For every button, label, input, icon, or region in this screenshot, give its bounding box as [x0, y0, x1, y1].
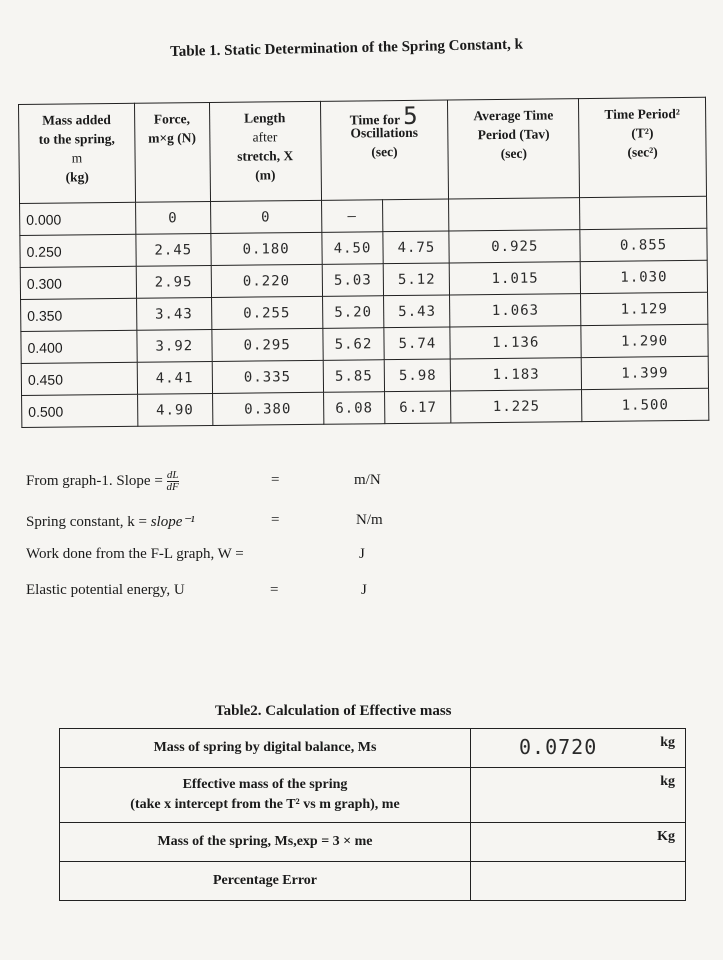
effective-mass-description: Mass of the spring, Ms,exp = 3 × me — [60, 823, 471, 862]
effective-mass-description: Mass of spring by digital balance, Ms — [60, 729, 471, 768]
force-cell: 4.41 — [137, 361, 212, 394]
mass-cell: 0.250 — [20, 234, 136, 267]
slope-fraction: $\frac{dL}{dF}$ — [166, 469, 179, 493]
work-unit: J — [359, 546, 365, 562]
period-squared-cell: 1.290 — [581, 324, 708, 357]
mass-cell: 0.500 — [22, 394, 138, 427]
average-time-cell: 1.225 — [451, 390, 582, 423]
time1-cell: 5.62 — [322, 328, 384, 361]
average-time-cell: 1.183 — [451, 358, 582, 391]
time1-cell: 6.08 — [323, 392, 385, 425]
mass-cell: 0.450 — [21, 362, 137, 395]
average-time-cell — [449, 198, 580, 231]
length-cell: 0.380 — [212, 392, 323, 425]
table-row — [60, 862, 686, 901]
time2-cell: 5.43 — [384, 295, 450, 328]
effective-mass-description: Percentage Error — [60, 862, 471, 901]
header-average-time: Average Time Period (Tav) (sec) — [448, 99, 580, 199]
table-row — [60, 729, 686, 768]
calculation-section: From graph-1. Slope = $\frac{dL}{dF}$ = m/N Spring constant, k = slope⁻¹ = N/m Work done from the F-L graph, W = J Elastic potential energy, U = J — [26, 469, 383, 598]
period-squared-cell: 1.030 — [580, 260, 707, 293]
time2-cell — [383, 199, 449, 232]
header-time: Time for 5 Oscillations (sec) — [320, 100, 449, 200]
unit-label: kg — [660, 774, 675, 789]
time1-cell: – — [321, 200, 383, 233]
time1-cell: 5.03 — [322, 264, 384, 297]
time-oscillation-count: 5 — [402, 101, 419, 130]
force-cell: 3.92 — [137, 329, 212, 362]
force-cell: 0 — [135, 201, 210, 234]
period-squared-cell: 1.129 — [581, 292, 708, 325]
pe-unit: J — [361, 582, 367, 598]
mass-cell: 0.400 — [21, 330, 137, 363]
time2-cell: 4.75 — [383, 231, 449, 264]
period-squared-cell: 0.855 — [580, 228, 707, 261]
effective-mass-value-cell — [471, 768, 686, 823]
force-cell: 4.90 — [137, 393, 212, 426]
time2-cell: 5.12 — [384, 263, 450, 296]
effective-mass-value-cell — [471, 862, 686, 901]
table-row — [60, 768, 686, 823]
average-time-cell: 0.925 — [449, 230, 580, 263]
effective-mass-description: Effective mass of the spring (take x intercept from the T² vs m graph), me — [60, 768, 471, 823]
period-squared-cell: 1.399 — [581, 356, 708, 389]
table1-header-row — [19, 97, 707, 203]
header-force: Force, m×g (N) — [134, 102, 210, 202]
average-time-cell: 1.136 — [450, 326, 581, 359]
table-row — [22, 388, 709, 427]
table-row — [60, 823, 686, 862]
length-cell: 0 — [210, 200, 321, 233]
time2-cell: 5.74 — [384, 327, 450, 360]
slope-line: From graph-1. Slope = $\frac{dL}{dF}$ — [26, 469, 179, 493]
handwritten-value: 0.0720 — [519, 735, 598, 759]
time2-cell: 6.17 — [385, 391, 451, 424]
unit-label: Kg — [657, 829, 675, 844]
table2-title: Table2. Calculation of Effective mass — [215, 703, 452, 719]
mass-cell: 0.300 — [20, 266, 136, 299]
spring-constant-line: Spring constant, k = slope⁻¹ — [26, 514, 195, 530]
mass-cell: 0.350 — [21, 298, 137, 331]
length-cell: 0.180 — [211, 232, 322, 265]
force-cell: 2.45 — [136, 233, 211, 266]
length-cell: 0.255 — [211, 296, 322, 329]
unit-label: kg — [660, 735, 675, 750]
slope-unit: m/N — [354, 472, 381, 488]
spring-constant-table — [18, 97, 709, 428]
average-time-cell: 1.063 — [450, 294, 581, 327]
header-mass: Mass added to the spring, m (kg) — [19, 103, 136, 203]
time1-cell: 4.50 — [321, 232, 383, 265]
effective-mass-table — [59, 728, 686, 901]
potential-energy-line: Elastic potential energy, U — [26, 582, 185, 598]
period-squared-cell: 1.500 — [582, 388, 709, 421]
length-cell: 0.335 — [212, 360, 323, 393]
header-length: Length after stretch, X (m) — [209, 101, 321, 201]
force-cell: 3.43 — [136, 297, 211, 330]
time1-cell: 5.85 — [323, 360, 385, 393]
table1-title: Table 1. Static Determination of the Spring Constant, k — [170, 36, 524, 60]
k-unit: N/m — [356, 512, 383, 528]
force-cell: 2.95 — [136, 265, 211, 298]
time2-cell: 5.98 — [385, 359, 451, 392]
average-time-cell: 1.015 — [450, 262, 581, 295]
period-squared-cell — [580, 196, 707, 229]
length-cell: 0.295 — [212, 328, 323, 361]
effective-mass-value-cell — [471, 823, 686, 862]
mass-cell: 0.000 — [20, 202, 136, 235]
effective-mass-value-cell — [471, 729, 686, 768]
time1-cell: 5.20 — [322, 296, 384, 329]
length-cell: 0.220 — [211, 264, 322, 297]
work-line: Work done from the F-L graph, W = — [26, 546, 244, 562]
header-period-squared: Time Period² (T²) (sec²) — [579, 97, 707, 197]
